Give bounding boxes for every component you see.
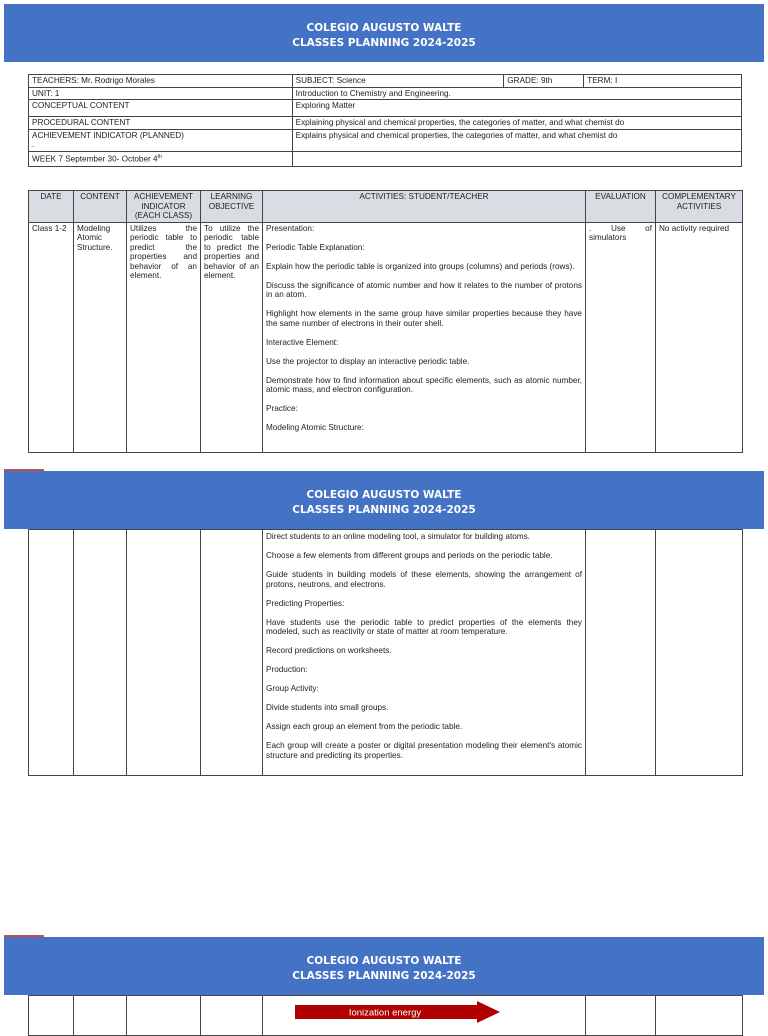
- teachers-cell: TEACHERS: Mr. Rodrigo Morales: [29, 75, 293, 88]
- arrow-right-icon: [295, 1001, 501, 1023]
- week-cell: [29, 151, 293, 166]
- achievement-label: ACHIEVEMENT INDICATOR (PLANNED): [32, 130, 184, 140]
- unit-value: Introduction to Chemistry and Engineering.: [292, 87, 741, 100]
- col-complementary: COMPLEMENTARY ACTIVITIES: [656, 191, 743, 223]
- unit-cell: UNIT: 1: [29, 87, 293, 100]
- activity-line: Presentation:: [266, 223, 315, 233]
- row-complementary: No activity required: [656, 222, 743, 452]
- info-table: [28, 74, 742, 167]
- activity-line: Practice:: [266, 404, 298, 413]
- achievement-value: Explains physical and chemical properties, the categories of matter, and what chemist do: [292, 129, 741, 151]
- planning-title: CLASSES PLANNING 2024-2025: [292, 504, 476, 516]
- row-activities: [263, 222, 586, 452]
- school-name: COLEGIO AUGUSTO WALTE: [306, 22, 462, 34]
- subject-cell: SUBJECT: Science: [292, 75, 504, 88]
- achievement-label-cell: [29, 129, 293, 151]
- row-content: Modeling Atomic Structure.: [74, 222, 127, 452]
- row-objective: To utilize the periodic table to predict the properties and behavior of an element.: [201, 222, 263, 452]
- row-objective: [201, 530, 263, 776]
- row-complementary: [656, 530, 743, 776]
- arrow-label: Ionization energy: [348, 1007, 422, 1019]
- activity-line: Demonstrate how to find information about specific elements, such as atomic number, atomic mass, and electron configuration.: [266, 375, 582, 394]
- row-evaluation: [586, 530, 656, 776]
- activity-line: Interactive Element:: [266, 337, 339, 347]
- planning-title: CLASSES PLANNING 2024-2025: [292, 970, 476, 982]
- achievement-dot: .: [32, 140, 35, 149]
- col-date: DATE: [29, 191, 74, 223]
- col-evaluation: EVALUATION: [586, 191, 656, 223]
- page-banner: [4, 471, 764, 529]
- week-empty: [292, 151, 741, 166]
- school-name: COLEGIO AUGUSTO WALTE: [306, 489, 462, 501]
- row-evaluation: . Use of simulators: [586, 222, 656, 452]
- activity-line: Discuss the significance of atomic number and how it relates to the number of protons in an atom.: [266, 280, 582, 299]
- term-cell: TERM: I: [584, 75, 742, 88]
- activity-line: Divide students into small groups.: [266, 703, 389, 712]
- activity-line: Direct students to an online modeling tool, a simulator for building atoms.: [266, 532, 530, 541]
- week-text: WEEK 7 September 30- October 4: [32, 154, 158, 164]
- col-content: CONTENT: [74, 191, 127, 223]
- procedural-value: Explaining physical and chemical properties, the categories of matter, and what chemist do: [292, 117, 741, 130]
- planning-table-continued: [28, 529, 743, 776]
- activity-line: Modeling Atomic Structure:: [266, 423, 364, 432]
- col-objective: LEARNING OBJECTIVE: [201, 191, 263, 223]
- page-banner: [4, 4, 764, 62]
- activity-line: Record predictions on worksheets.: [266, 646, 392, 655]
- activity-line: Choose a few elements from different groups and periods on the periodic table.: [266, 551, 553, 560]
- planning-title: CLASSES PLANNING 2024-2025: [292, 37, 476, 49]
- activity-line: Predicting Properties:: [266, 598, 345, 608]
- row-achievement: [127, 530, 201, 776]
- activity-line: Guide students in building models of these elements, showing the arrangement of protons, neutrons, and electrons.: [266, 570, 582, 589]
- row-achievement: Utilizes the periodic table to predict the properties and behavior of an element.: [127, 222, 201, 452]
- row-date: Class 1-2: [29, 222, 74, 452]
- grade-cell: GRADE: 9th: [504, 75, 584, 88]
- page-banner: [4, 937, 764, 995]
- activity-line: Each group will create a poster or digital presentation modeling their element's atomic structure and predicting its properties.: [266, 741, 582, 760]
- conceptual-value: Exploring Matter: [292, 100, 741, 117]
- activity-line: Production:: [266, 665, 308, 674]
- activity-line: Explain how the periodic table is organized into groups (columns) and periods (rows).: [266, 261, 575, 271]
- activity-line: Use the projector to display an interactive periodic table.: [266, 356, 470, 366]
- col-achievement: ACHIEVEMENT INDICATOR (EACH CLASS): [127, 191, 201, 223]
- activity-line: Group Activity:: [266, 684, 319, 693]
- row-activities: [263, 530, 586, 776]
- row-content: [74, 530, 127, 776]
- activity-line: Have students use the periodic table to predict properties of the elements they modeled, such as reactivity or state of matter at room temperature.: [266, 617, 582, 636]
- conceptual-label: CONCEPTUAL CONTENT: [29, 100, 293, 117]
- activity-line: Assign each group an element from the periodic table.: [266, 722, 463, 731]
- col-activities: ACTIVITIES: STUDENT/TEACHER: [263, 191, 586, 223]
- procedural-label: PROCEDURAL CONTENT: [29, 117, 293, 130]
- activity-line: Highlight how elements in the same group have similar properties because they have the same number of electrons in their outer shell.: [266, 309, 582, 328]
- activity-line: Periodic Table Explanation:: [266, 242, 365, 252]
- school-name: COLEGIO AUGUSTO WALTE: [306, 955, 462, 967]
- planning-table: [28, 190, 743, 453]
- week-sup: th: [157, 153, 162, 160]
- row-date: [29, 530, 74, 776]
